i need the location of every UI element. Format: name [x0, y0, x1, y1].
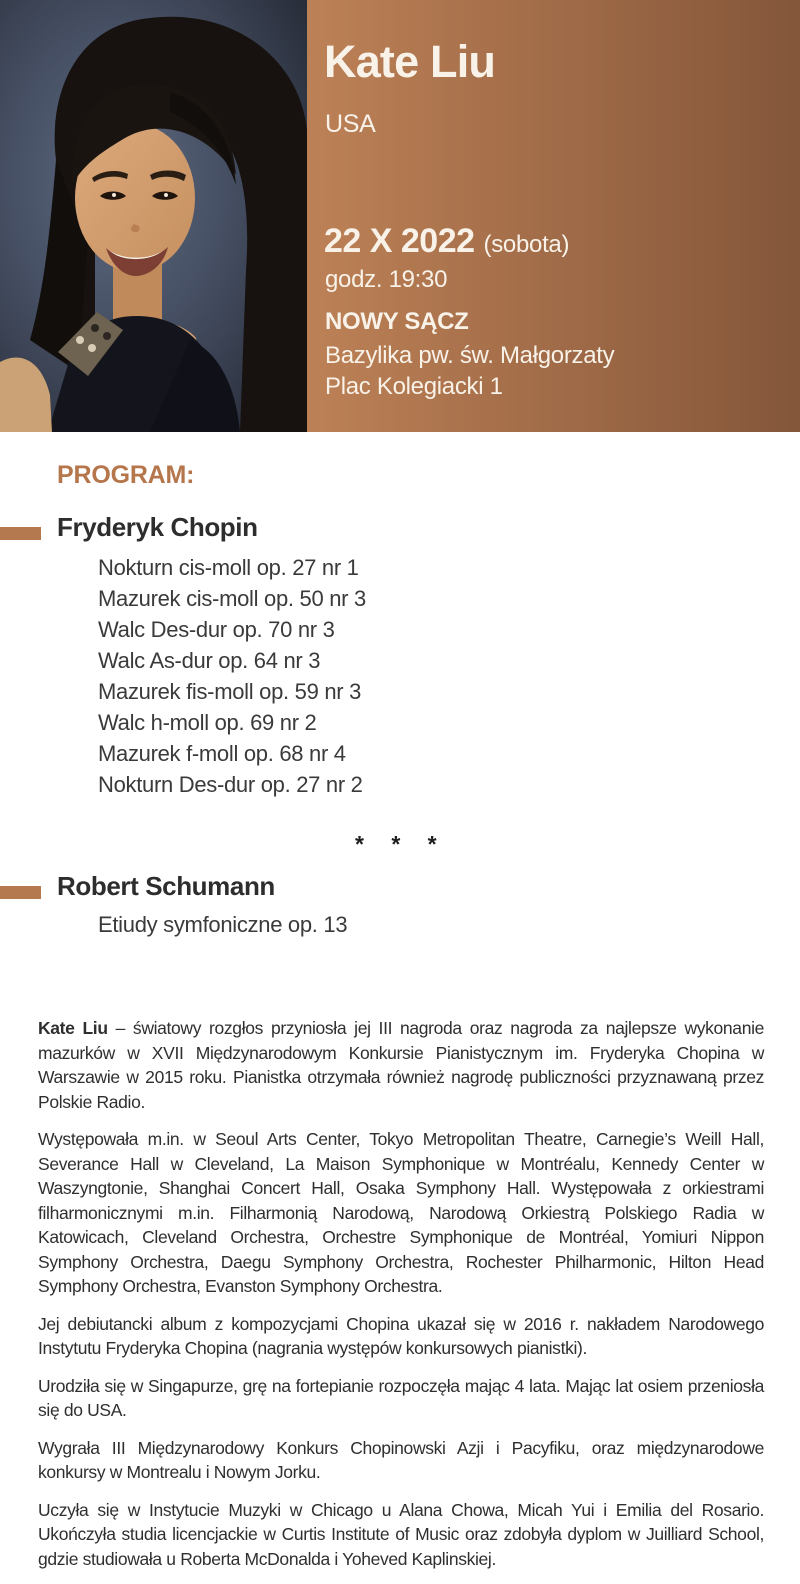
event-address: Plac Kolegiacki 1: [325, 373, 503, 400]
composer-name-schumann: Robert Schumann: [57, 871, 275, 901]
event-venue: Bazylika pw. św. Małgorzaty: [325, 342, 615, 369]
piece-item: Walc h-moll op. 69 nr 2: [98, 710, 317, 735]
piece-list-schumann: [98, 909, 347, 940]
event-date: 22 X 2022: [324, 222, 475, 260]
bio-paragraph: Urodziła się w Singapurze, grę na fortepianie rozpoczęła mając 4 lata. Mając lat osiem przeniosła się do USA.: [38, 1375, 764, 1420]
piece-item: Nokturn Des-dur op. 27 nr 2: [98, 772, 363, 797]
artist-photo-illustration: [0, 0, 307, 432]
piece-item: Etiudy symfoniczne op. 13: [98, 912, 348, 937]
artist-name: Kate Liu: [324, 36, 496, 87]
piece-list-chopin: [98, 552, 366, 800]
piece-item: Nokturn cis-moll op. 27 nr 1: [98, 555, 359, 580]
header-banner: [0, 0, 800, 432]
event-city: NOWY SĄCZ: [325, 308, 469, 335]
event-date-row: [324, 222, 569, 261]
bio-lead-name: Kate Liu: [38, 1018, 108, 1038]
artist-photo: [0, 0, 307, 432]
piece-item: Walc Des-dur op. 70 nr 3: [98, 617, 335, 642]
event-time: godz. 19:30: [325, 266, 448, 293]
bio-paragraph: [38, 1016, 764, 1114]
asterisk-separator: * * *: [355, 831, 437, 857]
piece-item: Mazurek f-moll op. 68 nr 4: [98, 741, 346, 766]
bio-paragraph-text: – światowy rozgłos przyniosła jej III nagroda oraz nagroda za najlepsze wykonanie mazurków w XVII Międzynarodowym Konkursie Pianistycznym im. Fryderyka Chopina w Warszawie w 2015 roku. Pianistka otrzymała również nagrodę publiczności przyznawaną przez Polskie Radio.: [38, 1018, 764, 1112]
piece-item: Mazurek fis-moll op. 59 nr 3: [98, 679, 362, 704]
composer-name-chopin: Fryderyk Chopin: [57, 512, 258, 542]
biography-section: [38, 1016, 764, 1584]
bio-paragraph: Jej debiutancki album z kompozycjami Chopina ukazał się w 2016 r. nakładem Narodowego Instytutu Fryderyka Chopina (nagrania występów konkursowych pianistki).: [38, 1313, 764, 1358]
bio-paragraph: Wygrała III Międzynarodowy Konkurs Chopinowski Azji i Pacyfiku, oraz międzynarodowe konkursy w Montrealu i Nowym Jorku.: [38, 1437, 764, 1482]
event-date-weekday: (sobota): [483, 231, 570, 258]
bio-paragraph: Uczyła się w Instytucie Muzyki w Chicago u Alana Chowa, Micah Yui i Emilia del Rosario. Ukończyła studia licencjackie w Curtis Institute of Music oraz zdobyła dyplom w Juilliard School, gdzie studiowała u Roberta McDonalda i Yoheved Kaplinskiej.: [38, 1499, 764, 1569]
program-heading: PROGRAM:: [57, 461, 195, 489]
bio-paragraph: Występowała m.in. w Seoul Arts Center, Tokyo Metropolitan Theatre, Carnegie’s Weill Hall, Severance Hall w Cleveland, La Maison Symphonique w Montréalu, Kennedy Center w Waszyngtonie, Shanghai Concert Hall, Osaka Symphony Hall. Występowała z orkiestrami filharmonicznymi m.in. Filharmonią Narodową, Narodową Orkiestrą Polskiego Radia w Katowicach, Cleveland Orchestra, Orchestre Symphonique de Montréal, Yomiuri Nippon Symphony Orchestra, Daegu Symphony Orchestra, Rochester Philharmonic, Hilton Head Symphony Orchestra, Evanston Symphony Orchestra.: [38, 1129, 764, 1296]
artist-country: USA: [325, 110, 376, 138]
composer-bullet-bar: [0, 527, 41, 540]
composer-bullet-bar: [0, 886, 41, 899]
piece-item: Walc As-dur op. 64 nr 3: [98, 648, 321, 673]
piece-item: Mazurek cis-moll op. 50 nr 3: [98, 586, 366, 611]
